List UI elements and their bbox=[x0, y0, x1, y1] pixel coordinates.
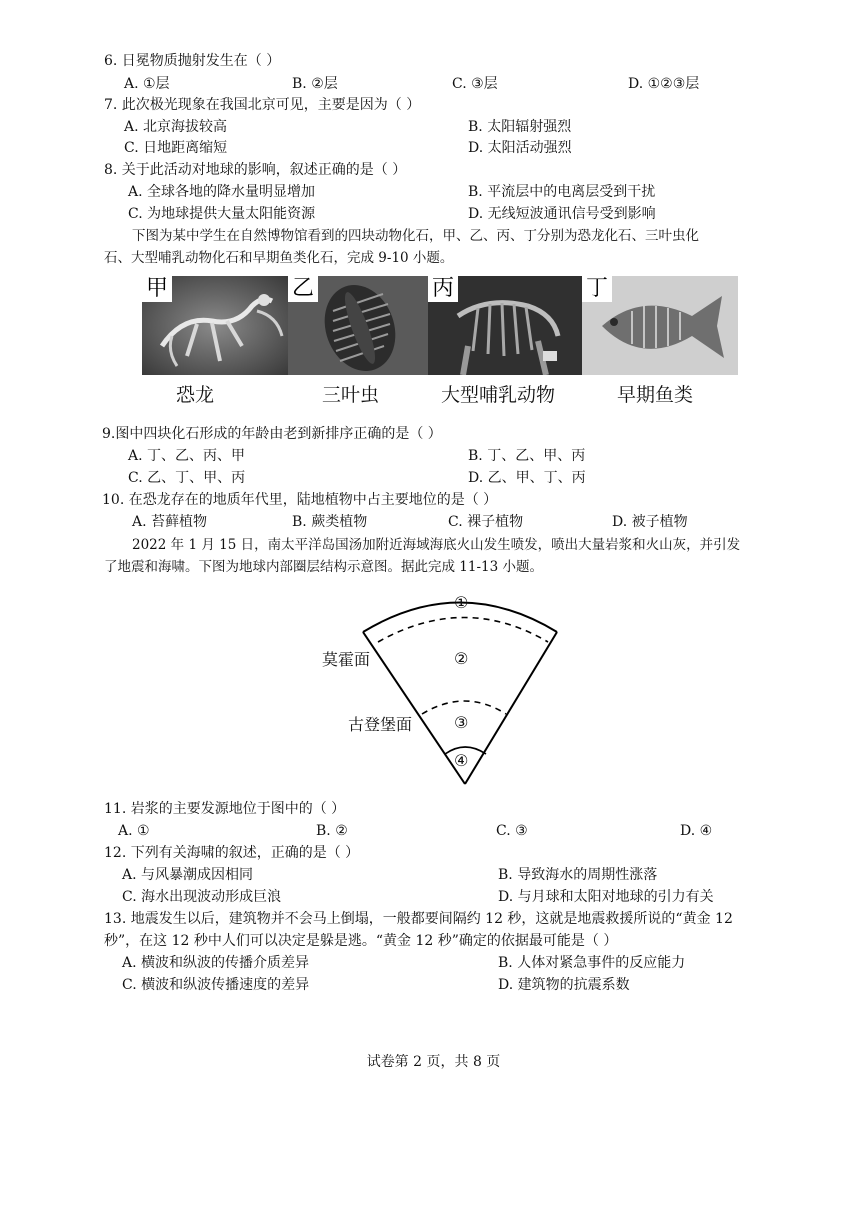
q9-stem: 9.图中四块化石形成的年龄由老到新排序正确的是（ ） bbox=[102, 426, 442, 442]
q8-option-d: D. 无线短波通讯信号受到影响 bbox=[468, 206, 656, 222]
trilobite-fossil-image bbox=[288, 276, 428, 375]
q11-option-d: D. ④ bbox=[680, 823, 713, 839]
q11-option-b: B. ② bbox=[316, 823, 348, 839]
q7-option-c: C. 日地距离缩短 bbox=[124, 140, 228, 156]
q9-option-c: C. 乙、丁、甲、丙 bbox=[128, 470, 246, 486]
fossil-intro-line2: 石、大型哺乳动物化石和早期鱼类化石，完成 9-10 小题。 bbox=[104, 250, 454, 266]
q7-option-a: A. 北京海拔较高 bbox=[124, 119, 228, 135]
q13-option-c: C. 横波和纵波传播速度的差异 bbox=[122, 977, 310, 993]
dinosaur-fossil-image bbox=[142, 276, 288, 375]
q6-option-b: B. ②层 bbox=[292, 76, 338, 92]
q12-stem: 12. 下列有关海啸的叙述，正确的是（ ） bbox=[104, 845, 360, 861]
page-footer: 试卷第 2 页，共 8 页 bbox=[366, 1054, 501, 1070]
q13-stem-line2: 秒”，在这 12 秒中人们可以决定是躲是逃。“黄金 12 秒”确定的依据最可能是（ ） bbox=[104, 933, 618, 949]
layer-4-label: ④ bbox=[454, 751, 469, 770]
fossil-tag-yi: 乙 bbox=[288, 276, 318, 302]
caption-trilobite: 三叶虫 bbox=[322, 384, 380, 406]
fossil-tag-ding: 丁 bbox=[582, 276, 612, 302]
q13-stem-line1: 13. 地震发生以后，建筑物并不会马上倒塌，一般都要间隔约 12 秒，这就是地震救援所说的“黄金 12 bbox=[104, 911, 733, 927]
fossil-tag-bing: 丙 bbox=[428, 276, 458, 302]
mammal-fossil-image bbox=[428, 276, 582, 375]
q7-option-d: D. 太阳活动强烈 bbox=[468, 140, 572, 156]
q11-stem: 11. 岩浆的主要发源地位于图中的（ ） bbox=[104, 801, 346, 817]
caption-dinosaur: 恐龙 bbox=[176, 384, 215, 406]
layer-3-label: ③ bbox=[454, 713, 469, 732]
earth-intro-line2: 了地震和海啸。下图为地球内部圈层结构示意图。据此完成 11-13 小题。 bbox=[104, 559, 543, 575]
q8-option-a: A. 全球各地的降水量明显增加 bbox=[128, 184, 316, 200]
caption-early-fish: 早期鱼类 bbox=[617, 384, 694, 406]
fossil-intro-line1: 下图为某中学生在自然博物馆看到的四块动物化石，甲、乙、丙、丁分别为恐龙化石、三叶虫化 bbox=[132, 228, 699, 244]
q9-option-b: B. 丁、乙、甲、丙 bbox=[468, 448, 586, 464]
q9-option-a: A. 丁、乙、丙、甲 bbox=[128, 448, 246, 464]
q8-stem: 8. 关于此活动对地球的影响，叙述正确的是（ ） bbox=[104, 162, 407, 178]
q10-option-a: A. 苔藓植物 bbox=[132, 514, 208, 530]
q10-option-c: C. 裸子植物 bbox=[448, 514, 524, 530]
q6-option-d: D. ①②③层 bbox=[628, 76, 700, 92]
q7-stem: 7. 此次极光现象在我国北京可见，主要是因为（ ） bbox=[104, 97, 421, 113]
caption-large-mammal: 大型哺乳动物 bbox=[441, 384, 556, 406]
early-fish-fossil-image bbox=[582, 276, 738, 375]
q11-option-a: A. ① bbox=[118, 823, 150, 839]
q7-option-b: B. 太阳辐射强烈 bbox=[468, 119, 572, 135]
q12-option-d: D. 与月球和太阳对地球的引力有关 bbox=[498, 889, 714, 905]
layer-1-label: ① bbox=[454, 593, 469, 612]
q13-option-b: B. 人体对紧急事件的反应能力 bbox=[498, 955, 686, 971]
q12-option-a: A. 与风暴潮成因相同 bbox=[122, 867, 254, 883]
moho-discontinuity-label: 莫霍面 bbox=[322, 650, 371, 669]
q10-stem: 10. 在恐龙存在的地质年代里，陆地植物中占主要地位的是（ ） bbox=[102, 492, 498, 508]
layer-2-label: ② bbox=[454, 649, 469, 668]
fossil-tag-jia: 甲 bbox=[142, 276, 172, 302]
gutenberg-discontinuity-label: 古登堡面 bbox=[348, 715, 413, 734]
q12-option-c: C. 海水出现波动形成巨浪 bbox=[122, 889, 282, 905]
q8-option-c: C. 为地球提供大量太阳能资源 bbox=[128, 206, 316, 222]
q10-option-b: B. 蕨类植物 bbox=[292, 514, 368, 530]
q6-stem: 6. 日冕物质抛射发生在（ ） bbox=[104, 53, 281, 69]
q13-option-d: D. 建筑物的抗震系数 bbox=[498, 977, 630, 993]
q10-option-d: D. 被子植物 bbox=[612, 514, 688, 530]
q13-option-a: A. 横波和纵波的传播介质差异 bbox=[122, 955, 310, 971]
q12-option-b: B. 导致海水的周期性涨落 bbox=[498, 867, 658, 883]
q9-option-d: D. 乙、甲、丁、丙 bbox=[468, 470, 586, 486]
q8-option-b: B. 平流层中的电离层受到干扰 bbox=[468, 184, 656, 200]
earth-intro-line1: 2022 年 1 月 15 日，南太平洋岛国汤加附近海域海底火山发生喷发，喷出大量岩浆和火山灰，并引发 bbox=[132, 537, 741, 553]
q6-option-a: A. ①层 bbox=[124, 76, 170, 92]
q6-option-c: C. ③层 bbox=[452, 76, 498, 92]
q11-option-c: C. ③ bbox=[496, 823, 528, 839]
